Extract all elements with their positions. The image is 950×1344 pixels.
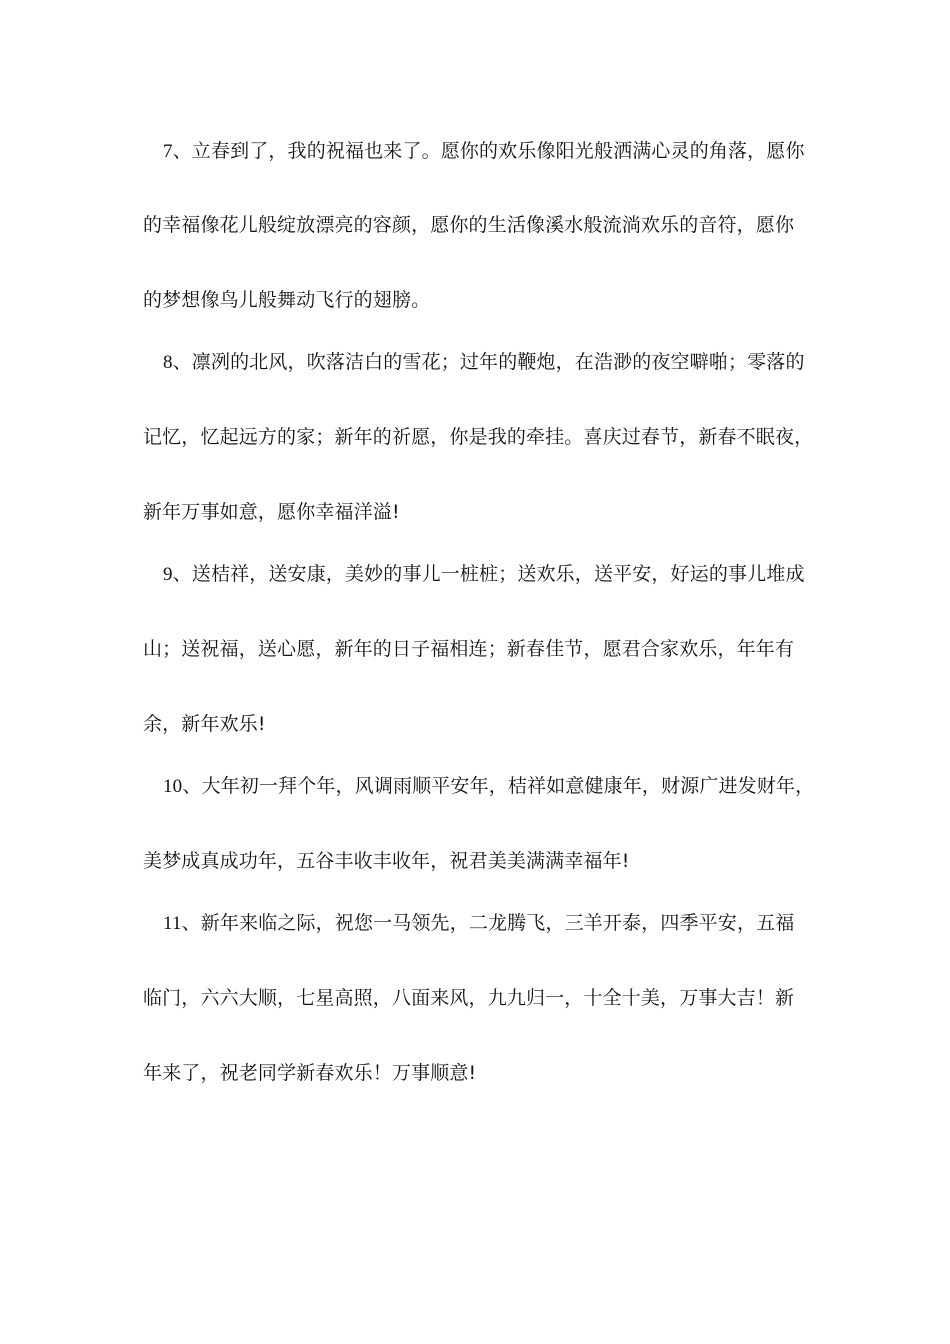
line-text: 年来了，祝老同学新春欢乐！万事顺意! [143,1062,477,1084]
paragraph-9-line-3 [143,709,808,739]
line-text: 新年万事如意，愿你幸福洋溢! [143,501,400,523]
paragraph-10-line-2 [143,846,808,876]
paragraph-9-line-2 [143,634,808,664]
paragraph-8-line-3 [143,497,808,527]
line-text: 、新年来临之际，祝您一马领先，二龙腾飞，三羊开泰，四季平安，五福 [181,912,795,934]
paragraph-number: 9 [163,564,173,585]
paragraph-8-line-1 [163,347,828,377]
paragraph-8-line-2 [143,422,814,452]
paragraph-number: 7 [163,141,173,162]
paragraph-number: 11 [163,913,182,934]
line-text: 余，新年欢乐! [143,713,266,735]
paragraph-10-line-1 [163,771,828,801]
paragraph-number: 10 [163,776,183,797]
line-text: 记忆，忆起远方的家；新年的祈愿，你是我的牵挂。喜庆过春节，新春不眠夜， [143,426,814,448]
line-text: 、凛冽的北风，吹落洁白的雪花；过年的鞭炮，在浩渺的夜空噼啪；零落的 [172,351,805,373]
paragraph-7-line-2 [143,210,808,240]
line-text: 山；送祝福，送心愿，新年的日子福相连；新春佳节，愿君合家欢乐，年年有 [143,638,795,660]
paragraph-11-line-1 [163,908,828,938]
line-text: 、大年初一拜个年，风调雨顺平安年，桔祥如意健康年，财源广进发财年， [182,775,815,797]
line-text: 、立春到了，我的祝福也来了。愿你的欢乐像阳光般洒满心灵的角落，愿你 [172,140,805,162]
paragraph-11-line-2 [143,983,808,1013]
line-text: 临门，六六大顺，七星高照，八面来风，九九归一，十全十美，万事大吉！新 [143,987,795,1009]
line-text: 美梦成真成功年，五谷丰收丰收年，祝君美美满满幸福年! [143,850,630,872]
paragraph-11-line-3 [143,1058,808,1088]
line-text: 的幸福像花儿般绽放漂亮的容颜，愿你的生活像溪水般流淌欢乐的音符，愿你 [143,214,795,236]
paragraph-7-line-1 [163,136,828,166]
paragraph-9-line-1 [163,559,828,589]
line-text: 的梦想像鸟儿般舞动飞行的翅膀。 [143,289,431,311]
line-text: 、送桔祥，送安康，美妙的事儿一桩桩；送欢乐，送平安，好运的事儿堆成 [172,563,805,585]
paragraph-7-line-3 [143,285,808,315]
paragraph-number: 8 [163,352,173,373]
